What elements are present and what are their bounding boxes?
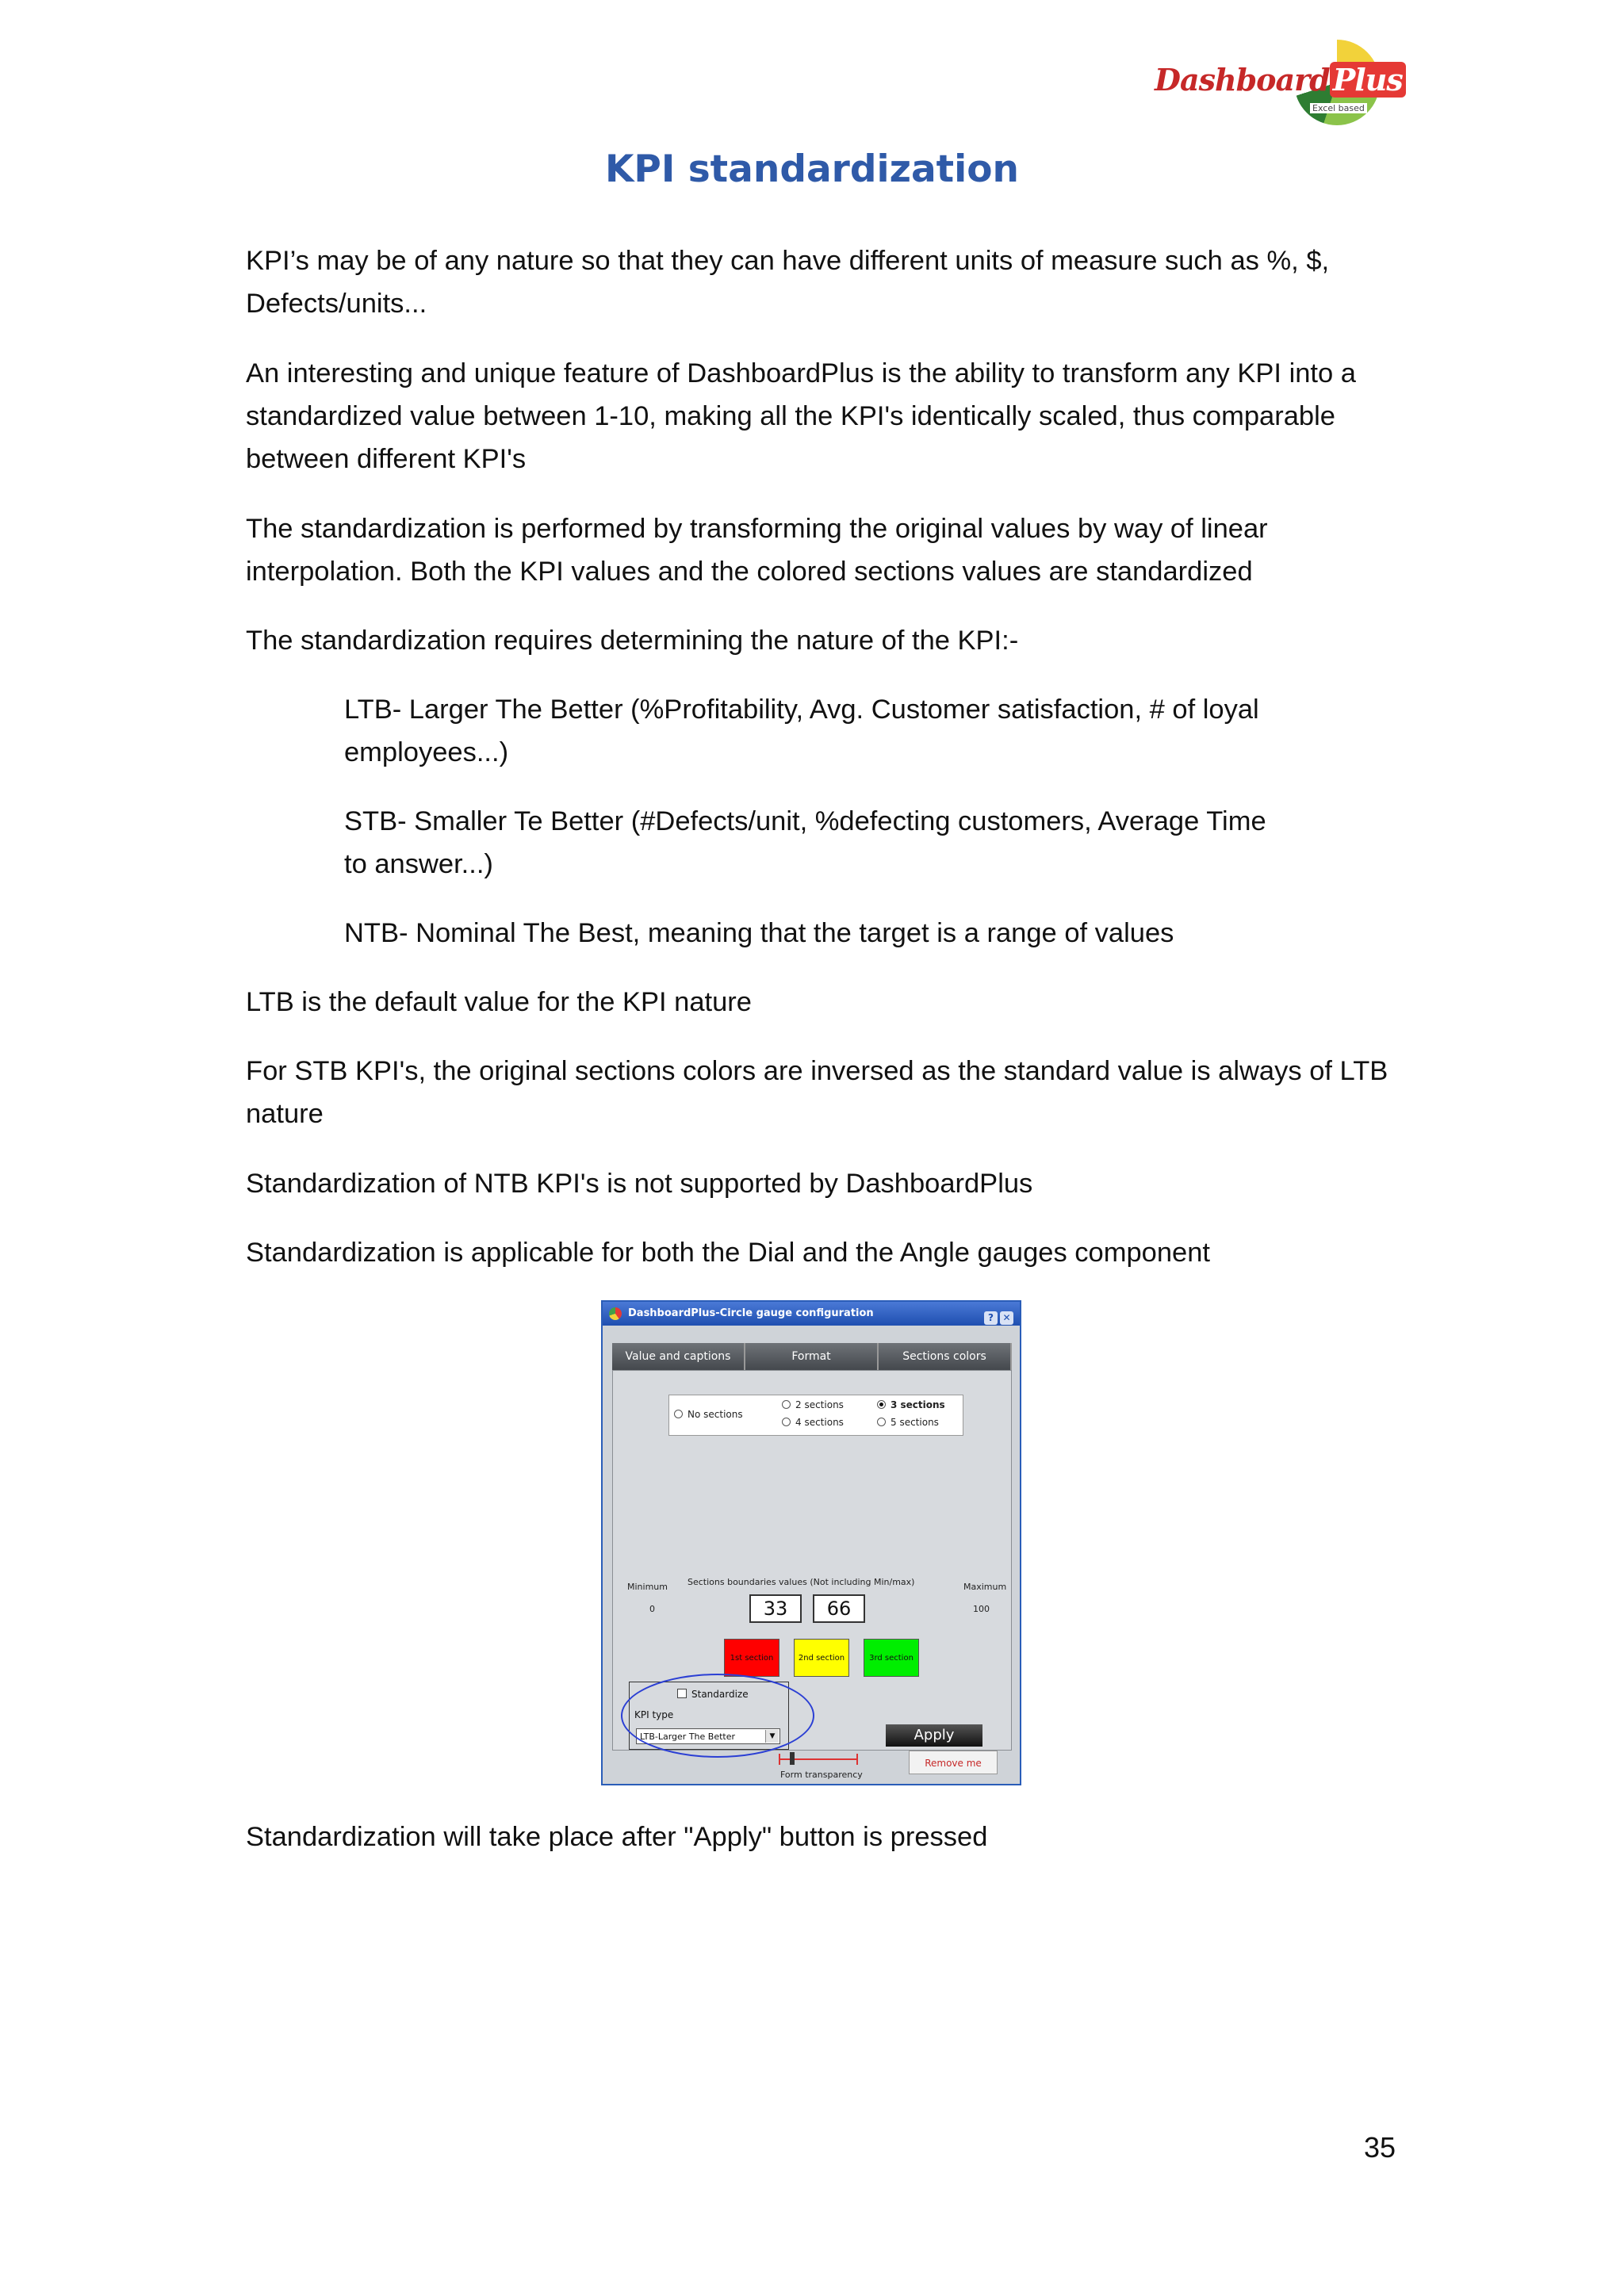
text-line: NTB- Nominal The Best, meaning that the target is a range of values (344, 918, 1174, 948)
app-icon (609, 1307, 622, 1320)
text-line: employees...) (344, 737, 509, 767)
text-line: Standardization is applicable for both the Dial and the Angle gauges component (246, 1238, 1211, 1268)
text-line: Standardization will take place after "Apply" button is pressed (246, 1822, 988, 1852)
transparency-slider-handle[interactable] (790, 1752, 795, 1765)
radio-label: 2 sections (795, 1399, 844, 1410)
boundary-2-input[interactable]: 66 (813, 1594, 865, 1623)
kpi-type-label: KPI type (634, 1709, 674, 1720)
radio-5-sections[interactable] (877, 1417, 939, 1428)
logo-tagline: Excel based (1310, 103, 1367, 113)
text-line: Standardization of NTB KPI's is not supported by DashboardPlus (246, 1169, 1033, 1199)
sections-colors-panel (612, 1370, 1012, 1751)
standardize-label: Standardize (691, 1689, 749, 1700)
radio-icon (674, 1410, 683, 1418)
apply-button[interactable]: Apply (886, 1724, 982, 1747)
text-line: between different KPI's (246, 444, 527, 474)
remove-me-button[interactable]: Remove me (909, 1751, 998, 1774)
text-line: The standardization is performed by transforming the original values by way of linear (246, 514, 1268, 544)
dialog-footer (603, 1751, 1020, 1784)
sections-count-group (668, 1395, 963, 1436)
paragraph-applicable (246, 1231, 1404, 1274)
text-line: nature (246, 1099, 324, 1129)
tab-value-and-captions[interactable]: Value and captions (612, 1343, 745, 1370)
radio-label: 3 sections (891, 1399, 945, 1410)
text-line: to answer...) (344, 849, 493, 879)
list-item-ltb (344, 688, 1320, 774)
radio-label: No sections (688, 1409, 743, 1420)
radio-icon (782, 1400, 791, 1409)
text-line: standardized value between 1-10, making all the KPI's identically scaled, thus comparable (246, 401, 1335, 431)
radio-icon (877, 1418, 886, 1426)
radio-label: 5 sections (891, 1417, 939, 1428)
text-line: The standardization requires determining the nature of the KPI:- (246, 626, 1019, 656)
paragraph-interpolation (246, 507, 1404, 593)
text-line: Defects/units... (246, 289, 427, 319)
kpi-type-value: LTB-Larger The Better (640, 1732, 736, 1742)
radio-selected-icon (877, 1400, 886, 1409)
logo-word-plus: Plus (1330, 62, 1406, 98)
radio-4-sections[interactable] (782, 1417, 844, 1428)
boundary-1-input[interactable]: 33 (749, 1594, 802, 1623)
gauge-configuration-dialog (601, 1300, 1021, 1785)
text-line: For STB KPI's, the original sections colors are inversed as the standard value is always of LTB (246, 1056, 1388, 1086)
radio-label: 4 sections (795, 1417, 844, 1428)
text-line: An interesting and unique feature of DashboardPlus is the ability to transform any KPI into a (246, 358, 1356, 388)
minimum-label: Minimum (627, 1582, 668, 1592)
section-2-color-button[interactable]: 2nd section (794, 1639, 849, 1677)
paragraph-nature (246, 619, 1404, 662)
highlight-ellipse (621, 1674, 814, 1758)
radio-no-sections[interactable] (674, 1409, 743, 1420)
section-1-color-button[interactable]: 1st section (724, 1639, 779, 1677)
transparency-label: Form transparency (780, 1770, 863, 1780)
boundaries-label: Sections boundaries values (Not including Min/max) (688, 1577, 915, 1587)
paragraph-units (246, 239, 1404, 325)
text-line: interpolation. Both the KPI values and the colored sections values are standardized (246, 557, 1253, 587)
logo-wordmark (1155, 62, 1406, 98)
text-line: STB- Smaller Te Better (#Defects/unit, %defecting customers, Average Time (344, 806, 1266, 836)
maximum-value: 100 (973, 1604, 990, 1614)
text-line: LTB- Larger The Better (%Profitability, Avg. Customer satisfaction, # of loyal (344, 695, 1259, 725)
page-number: 35 (1363, 2131, 1396, 2164)
paragraph-feature (246, 352, 1404, 480)
minimum-value: 0 (649, 1604, 655, 1614)
page-title: KPI standardization (604, 147, 1020, 191)
close-icon[interactable]: ✕ (1000, 1311, 1013, 1325)
logo-word-main: Dashboard (1155, 62, 1330, 98)
dialog-titlebar (603, 1302, 1020, 1326)
text-line: LTB is the default value for the KPI nature (246, 987, 752, 1017)
maximum-label: Maximum (963, 1582, 1007, 1592)
paragraph-ntb-unsupported (246, 1162, 1404, 1205)
tab-format[interactable]: Format (745, 1343, 879, 1370)
list-item-ntb (344, 912, 1320, 955)
dashboardplus-logo (1155, 38, 1403, 132)
paragraph-default (246, 981, 1404, 1024)
radio-2-sections[interactable] (782, 1399, 844, 1410)
text-line: KPI’s may be of any nature so that they can have different units of measure such as %, $, (246, 246, 1330, 276)
paragraph-stb-colors (246, 1050, 1404, 1135)
list-item-stb (344, 800, 1320, 886)
paragraph-apply (246, 1816, 1404, 1858)
help-icon[interactable]: ? (984, 1311, 998, 1325)
radio-3-sections[interactable] (877, 1399, 945, 1410)
dialog-title: DashboardPlus-Circle gauge configuration (628, 1307, 874, 1319)
dialog-tabs (612, 1343, 1012, 1370)
tab-sections-colors[interactable]: Sections colors (879, 1343, 1012, 1370)
chevron-down-icon[interactable]: ▼ (765, 1730, 779, 1743)
section-3-color-button[interactable]: 3rd section (864, 1639, 919, 1677)
radio-icon (782, 1418, 791, 1426)
